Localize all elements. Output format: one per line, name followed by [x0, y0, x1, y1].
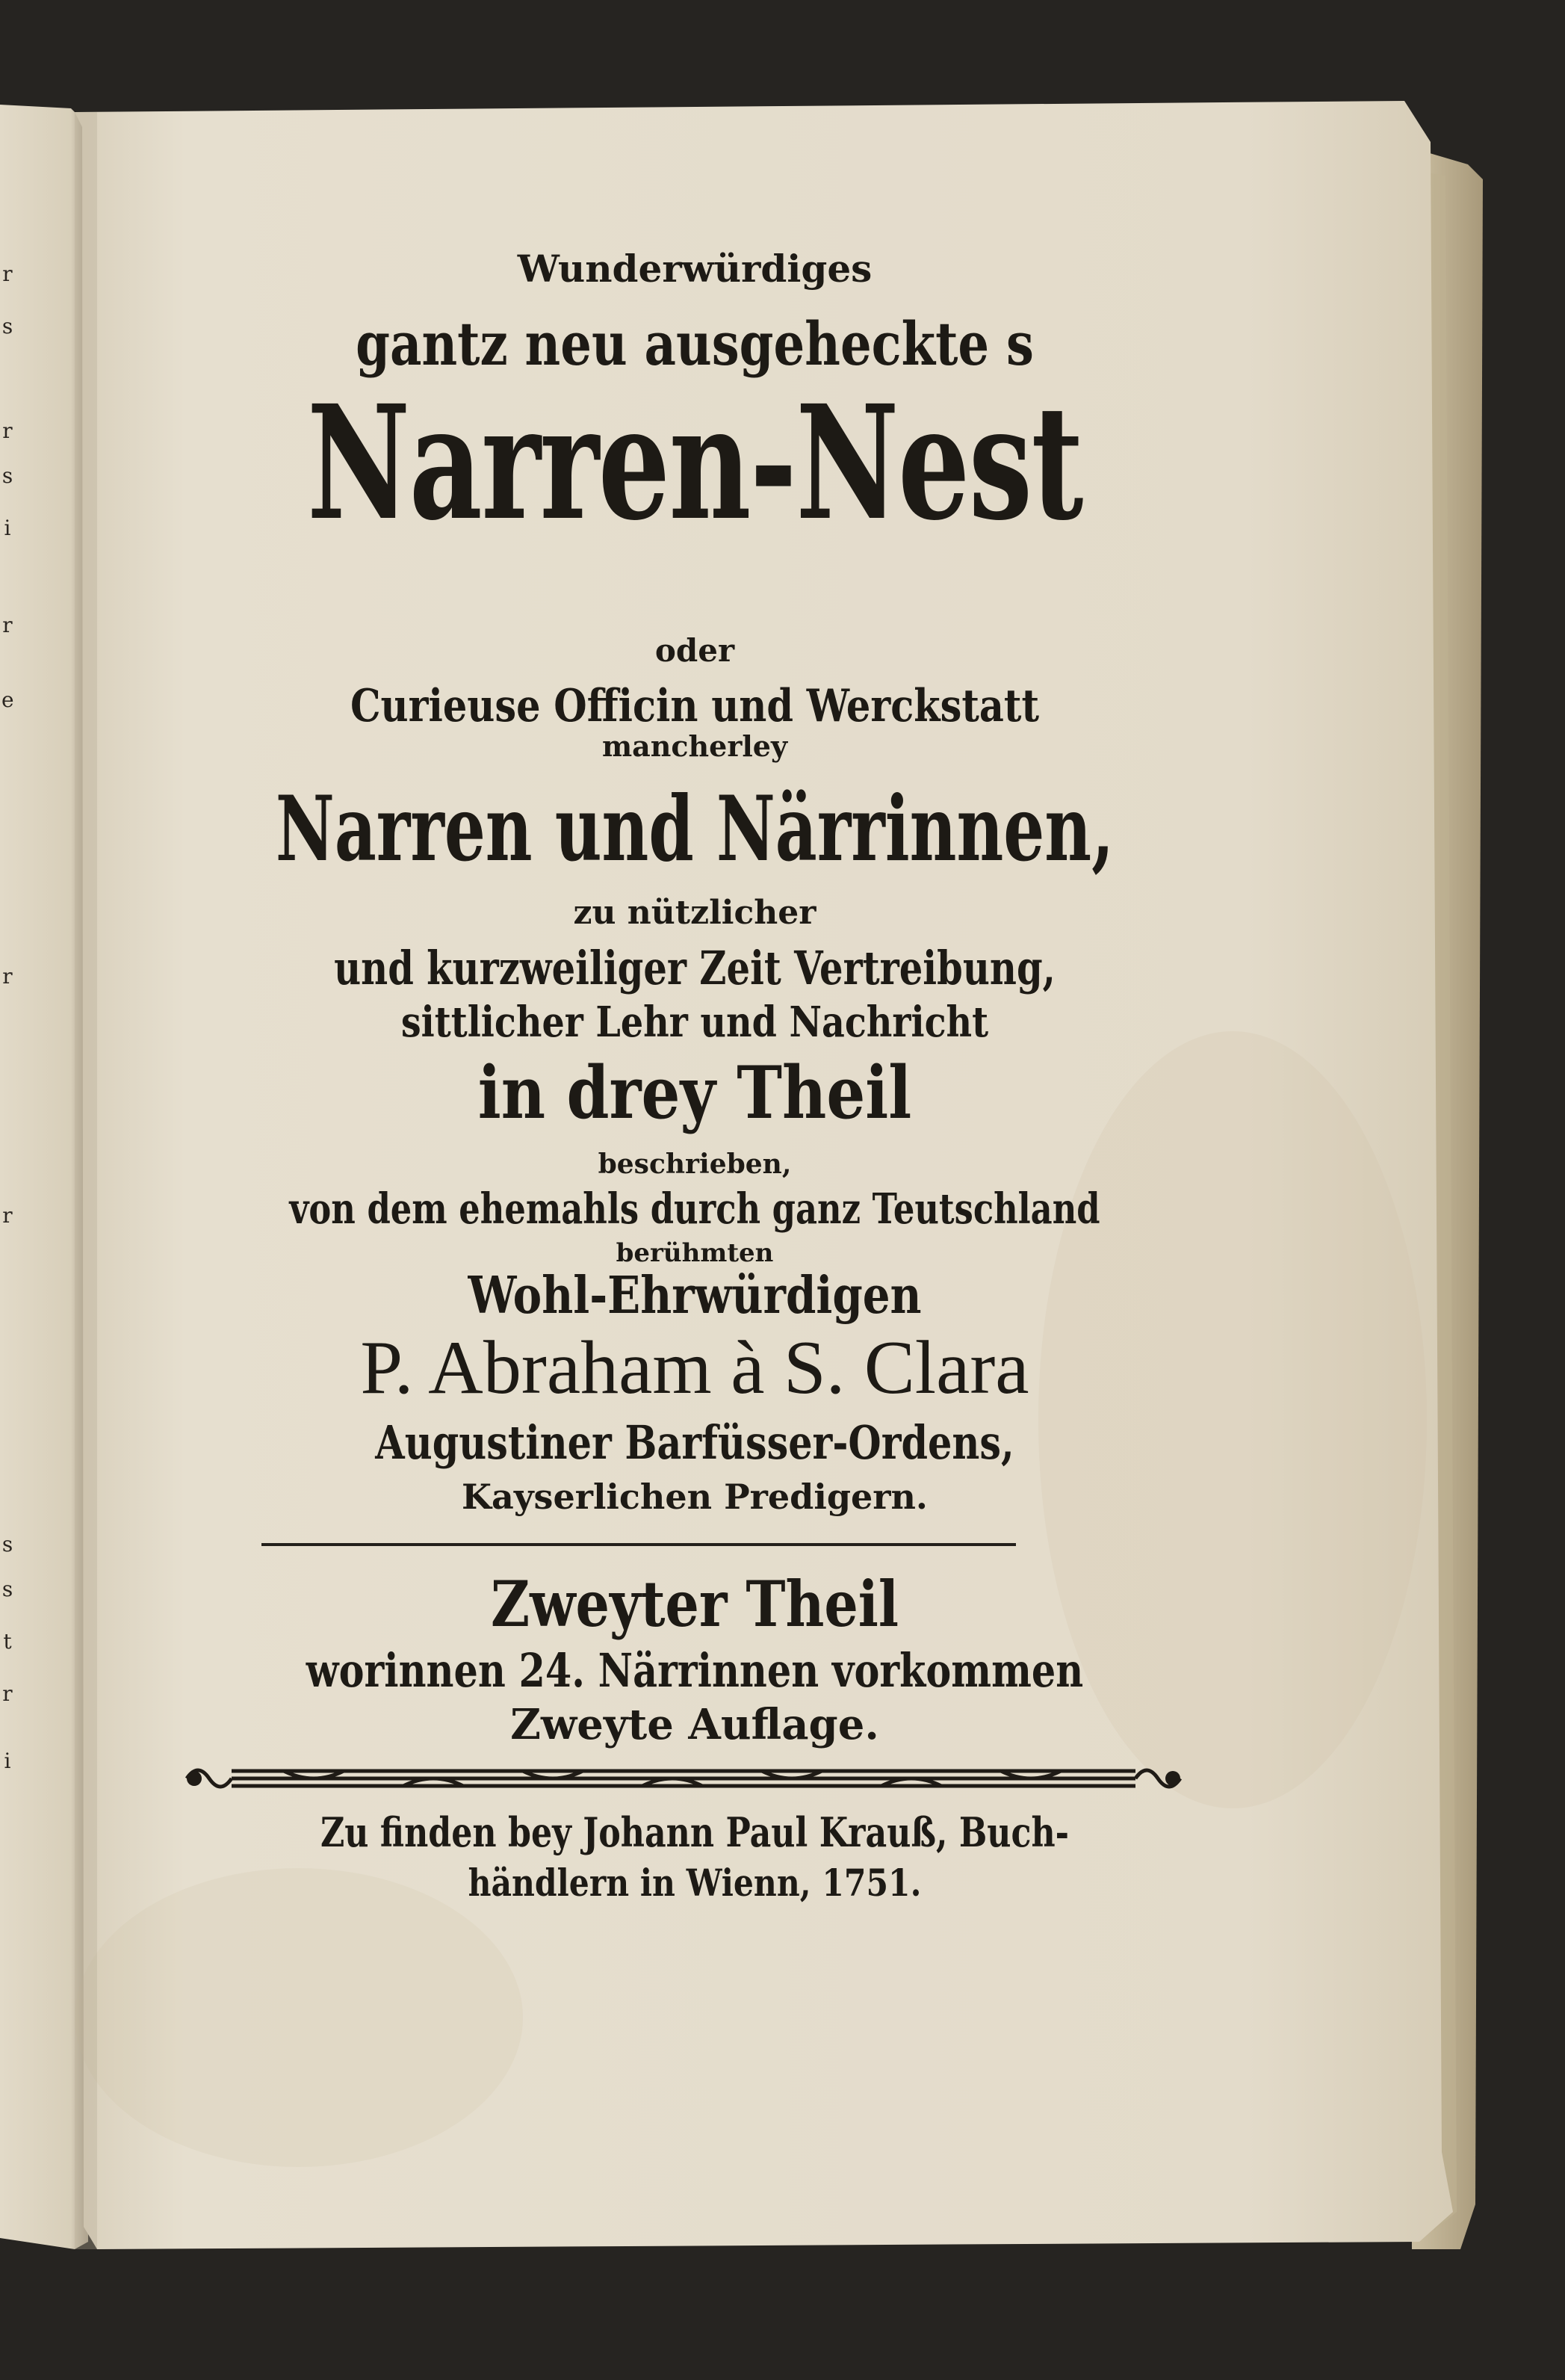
margin-mark: t: [3, 1629, 12, 1654]
volume-zweyter-theil: Zweyter Theil: [490, 1567, 899, 1641]
margin-mark: s: [1, 1577, 13, 1601]
ornamental-border: [179, 1756, 1188, 1801]
horizontal-rule: [261, 1543, 1016, 1546]
title-line-beruehmten: berühmten: [616, 1238, 774, 1268]
title-line-teutschland: von dem ehemahls durch ganz Teutschland: [289, 1184, 1100, 1234]
title-line-zu-nuetzlicher: zu nützlicher: [573, 894, 816, 932]
margin-mark: r: [2, 1681, 13, 1706]
margin-mark: r: [2, 613, 13, 637]
margin-mark: s: [1, 1532, 13, 1557]
title-line-augustiner-orden: Augustiner Barfüsser-Ordens,: [375, 1415, 1014, 1470]
margin-mark: s: [1, 463, 13, 488]
title-line-kayserlichen-predigern: Kayserlichen Predigern.: [462, 1477, 928, 1517]
title-line-in-drey-theil: in drey Theil: [477, 1051, 912, 1135]
imprint-place-date: händlern in Wienn, 1751.: [468, 1861, 922, 1905]
margin-mark: s: [1, 314, 13, 339]
margin-mark: r: [2, 1203, 13, 1228]
edition-statement: Zweyte Auflage.: [510, 1700, 879, 1749]
main-title-narren-nest: Narren-Nest: [307, 371, 1082, 555]
margin-mark: r: [2, 262, 13, 286]
volume-description: worinnen 24. Närrinnen vorkommen: [306, 1643, 1084, 1698]
margin-mark: e: [1, 687, 14, 712]
imprint-publisher: Zu finden bey Johann Paul Krauß, Buch-: [320, 1808, 1070, 1856]
title-line-oder: oder: [654, 632, 735, 669]
margin-mark: r: [2, 418, 13, 443]
margin-mark: i: [4, 1749, 11, 1773]
title-line-beschrieben: beschrieben,: [598, 1149, 792, 1180]
author-name: P. Abraham à S. Clara: [360, 1326, 1029, 1410]
title-line-sittlicher-lehr: sittlicher Lehr und Nachricht: [400, 998, 989, 1047]
title-line-zeit-vertreibung: und kurzweiliger Zeit Vertreibung,: [334, 941, 1056, 995]
subtitle-curieuse-officin: Curieuse Officin und Werckstatt: [350, 680, 1040, 732]
title-line-wunderwuerdiges: Wunderwürdiges: [517, 247, 873, 291]
title-line-mancherley: mancherley: [601, 729, 788, 763]
subtitle-narren-und-naerrinnen: Narren und Närrinnen,: [275, 776, 1115, 882]
margin-mark: r: [2, 964, 13, 989]
title-line-gantz-neu: gantz neu ausgeheckte s: [356, 309, 1034, 379]
margin-mark: i: [4, 516, 11, 540]
title-line-wohl-ehrwuerdigen: Wohl-Ehrwürdigen: [468, 1266, 922, 1326]
